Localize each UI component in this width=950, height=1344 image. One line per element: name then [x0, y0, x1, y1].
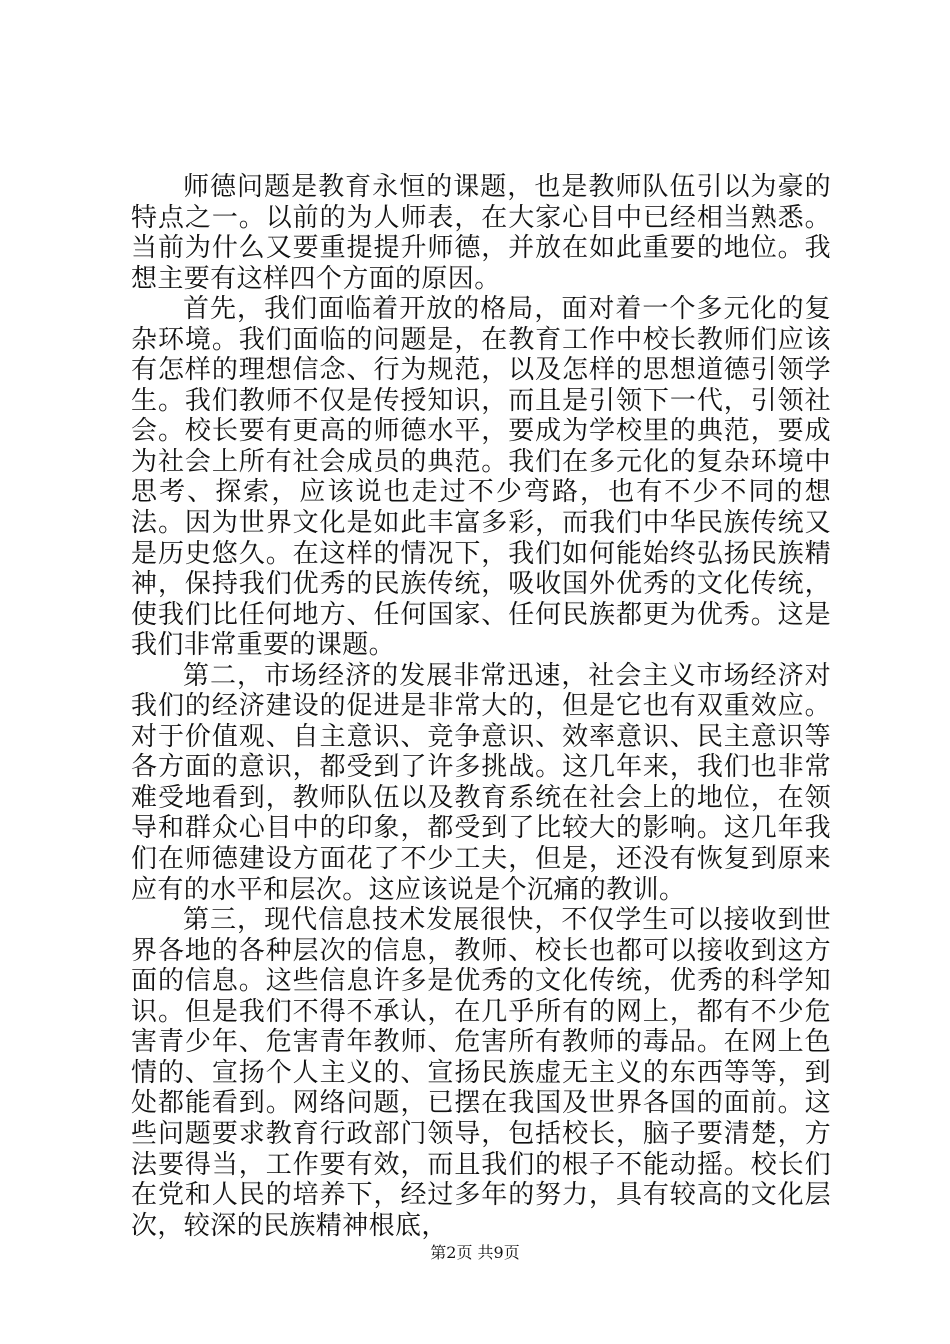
paragraph-4: 第三，现代信息技术发展很快，不仅学生可以接收到世界各地的各种层次的信息，教师、校长也都可以接收到这方面的信息。这些信息许多是优秀的文化传统，优秀的科学知识。但是我们不得不承认，在几乎所有的网上，都有不少危害青少年、危害青年教师、危害所有教师的毒品。在网上色情的、宣扬个人主义的、宣扬民族虚无主义的东西等等，到处都能看到。网络问题，已摆在我国及世界各国的面前。这些问题要求教育行政部门领导，包括校长，脑子要清楚，方法要得当，工作要有效，而且我们的根子不能动摇。校长们在党和人民的培养下，经过多年的努力，具有较高的文化层次，较深的民族精神根底， [131, 905, 831, 1241]
paragraph-2: 首先，我们面临着开放的格局，面对着一个多元化的复杂环境。我们面临的问题是，在教育工作中校长教师们应该有怎样的理想信念、行为规范，以及怎样的思想道德引领学生。我们教师不仅是传授知识，而且是引领下一代，引领社会。校长要有更高的师德水平，要成为学校里的典范，要成为社会上所有社会成员的典范。我们在多元化的复杂环境中思考、探索，应该说也走过不少弯路，也有不少不同的想法。因为世界文化是如此丰富多彩，而我们中华民族传统又是历史悠久。在这样的情况下，我们如何能始终弘扬民族精神，保持我们优秀的民族传统，吸收国外优秀的文化传统，使我们比任何地方、任何国家、任何民族都更为优秀。这是我们非常重要的课题。 [131, 294, 831, 661]
paragraph-1: 师德问题是教育永恒的课题，也是教师队伍引以为豪的特点之一。以前的为人师表，在大家心目中已经相当熟悉。当前为什么又要重提提升师德，并放在如此重要的地位。我想主要有这样四个方面的原因。 [131, 172, 831, 294]
page-number-footer: 第2页 共9页 [430, 1243, 520, 1262]
document-body [131, 172, 831, 1241]
paragraph-3: 第二，市场经济的发展非常迅速，社会主义市场经济对我们的经济建设的促进是非常大的，但是它也有双重效应。对于价值观、自主意识、竞争意识、效率意识、民主意识等各方面的意识，都受到了许多挑战。这几年来，我们也非常难受地看到，教师队伍以及教育系统在社会上的地位，在领导和群众心目中的印象，都受到了比较大的影响。这几年我们在师德建设方面花了不少工夫，但是，还没有恢复到原来应有的水平和层次。这应该说是个沉痛的教训。 [131, 660, 831, 905]
